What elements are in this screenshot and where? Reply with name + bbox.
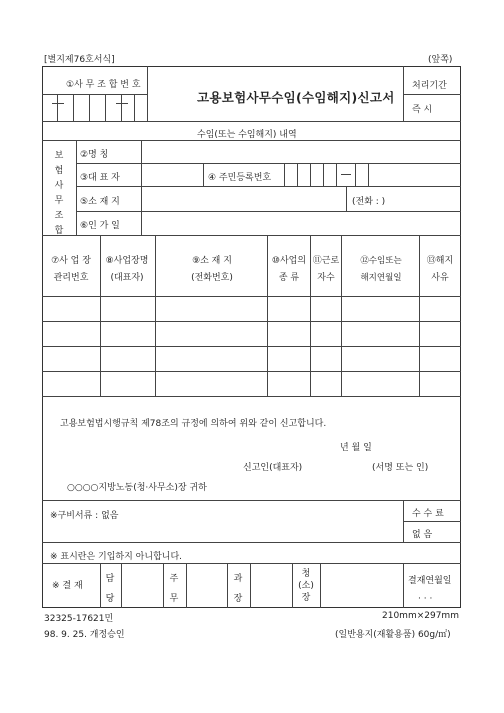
approval-slot-section-head: 과 장	[233, 574, 243, 604]
declaration-date: 년 월 일	[340, 443, 372, 453]
approval-label: ※ 결 재	[52, 581, 83, 591]
paper-type: (일반용지(재활용품) 60g/㎡)	[335, 630, 451, 640]
fee-value: 없 음	[412, 530, 433, 540]
paper-size: 210mm×297mm	[382, 611, 459, 621]
fee-label: 수 수 료	[412, 509, 444, 519]
col-header-date: ⑫수임또는 해지연월일	[360, 256, 402, 283]
col-header-address: ⑨소 재 지 (전화번호)	[191, 256, 233, 283]
form-number: [별지제76호서식]	[44, 55, 115, 65]
section-heading: 수임(또는 수임해지) 내역	[197, 130, 297, 140]
approval-date-label: ⑥인 가 일	[80, 221, 120, 231]
approval-date-value: · · ·	[418, 594, 433, 604]
signature-label: (서명 또는 인)	[372, 463, 429, 473]
form-title: 고용보험사무수임(수임해지)신고서	[197, 90, 395, 105]
col-header-workplace: ⑧사업장명 (대표자)	[105, 256, 149, 283]
name-label: ②명 칭	[80, 150, 109, 160]
required-docs: ※구비서류 : 없음	[50, 511, 119, 521]
approval-slot-chief: 주 무	[169, 574, 179, 604]
office-number-label: ①사 무 조 합 번 호	[66, 80, 141, 90]
page-side: (앞쪽)	[428, 55, 453, 65]
form-code: 32325-17621민	[44, 614, 114, 624]
col-header-reason: ⑬해지 사유	[426, 256, 454, 283]
declaration-text: 고용보험법시행규칙 제78조의 규정에 의하여 위와 같이 신고합니다.	[60, 419, 327, 429]
approval-slot-staff: 담 당	[105, 574, 115, 604]
processing-period-value: 즉 시	[412, 105, 433, 115]
addressee: ○○○○지방노동(청·사무소)장 귀하	[67, 483, 207, 493]
note: ※ 표시란은 기입하지 아니합니다.	[50, 552, 183, 562]
office-side-label: 보 험 사 무 조 합	[54, 151, 64, 236]
phone-label: (전화 : )	[352, 197, 386, 207]
representative-label: ③대 표 자	[80, 173, 120, 183]
rrn-label: ④ 주민등록번호	[208, 173, 272, 183]
col-header-workers: ⑪근로 자수	[312, 256, 340, 283]
applicant-label: 신고인(대표자)	[243, 463, 303, 473]
approval-date-label: 결재연월일	[408, 576, 452, 586]
revision-approval: 98. 9. 25. 개정승인	[44, 630, 125, 640]
address-label: ⑤소 재 지	[80, 197, 120, 207]
col-header-mgmt-no: ⑦사 업 장 관리번호	[51, 256, 91, 283]
col-header-business-type: ⑩사업의 종 류	[271, 256, 307, 283]
approval-slot-office-head: 청 (소) 장	[298, 569, 314, 603]
processing-period-label: 처리기간	[412, 81, 447, 91]
